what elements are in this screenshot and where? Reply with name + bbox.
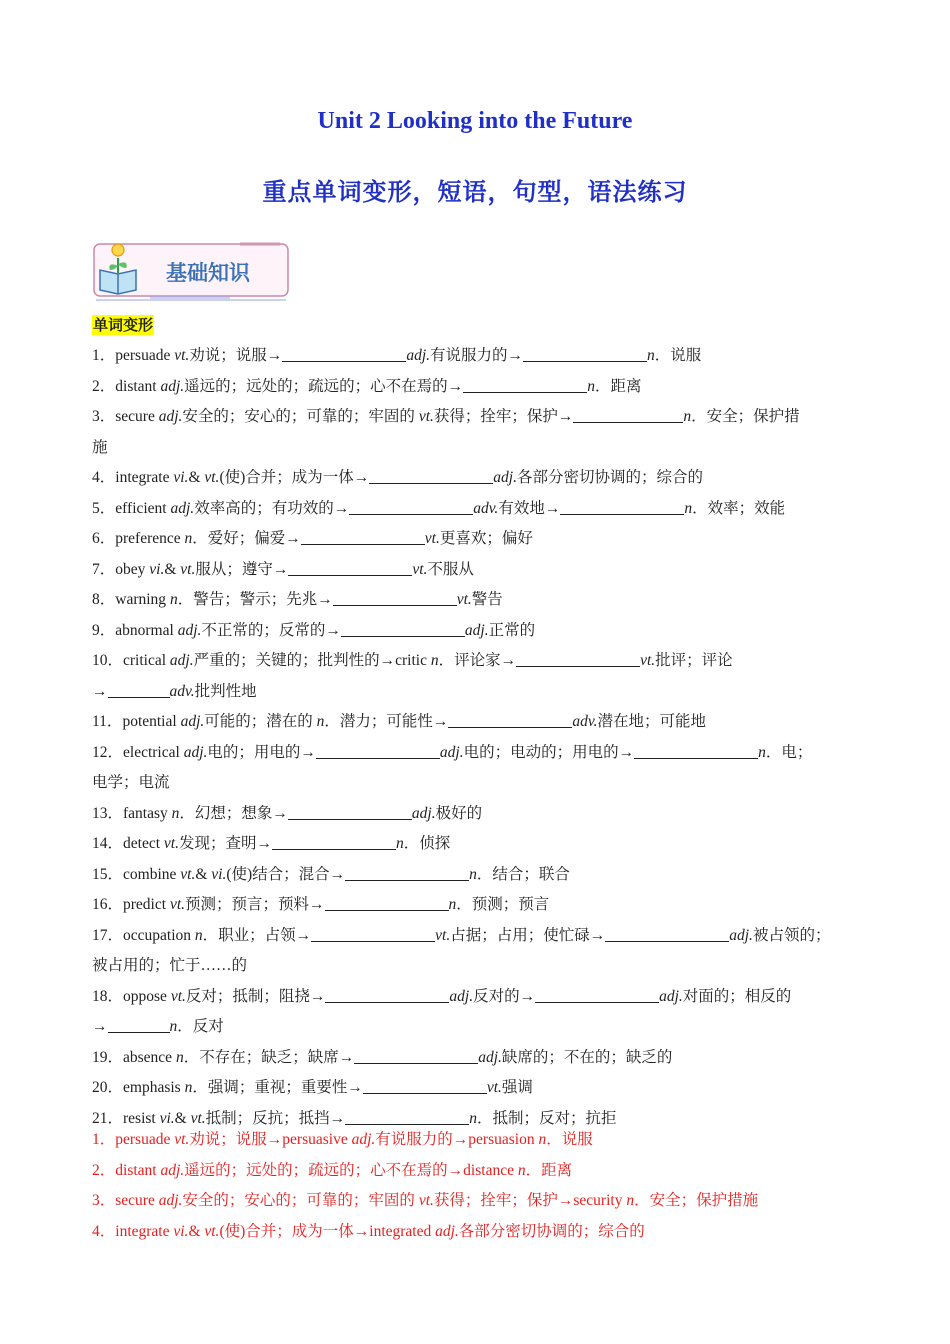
exercise-list: [92, 341, 872, 1134]
answer-item: 4．integrate vi.& vt.(使)合并；成为一体→integrated adj.各部分密切协调的；综合的: [92, 1222, 645, 1240]
answer-blank[interactable]: [341, 619, 465, 637]
answer-blank[interactable]: [325, 985, 449, 1003]
list-item: 17．occupation n．职业；占领→ vt.占据；占用；使忙碌→ adj.被占领的； 被占用的；忙于……的: [92, 921, 872, 982]
list-item: 16．predict vt.预测；预言；预料→ n．预测；预言: [92, 890, 872, 921]
answer-blank[interactable]: [282, 344, 406, 362]
list-item: 9．abnormal adj.不正常的；反常的→ adj.正常的: [92, 616, 872, 647]
answer-blank[interactable]: [288, 802, 412, 820]
answer-blank[interactable]: [333, 588, 457, 606]
list-item: 13．fantasy n．幻想；想象→ adj.极好的: [92, 799, 872, 830]
section-banner: [90, 238, 292, 304]
list-item: 10．critical adj.严重的；关键的；批判性的→critic n．评论家→ vt.批评；评论 → adv.批判性地: [92, 646, 872, 707]
answer-blank[interactable]: [108, 1015, 170, 1033]
list-item: 3．secure adj.安全的；安心的；可靠的；牢固的 vt.获得；拴牢；保护→ n．安全；保护措 施: [92, 402, 872, 463]
answer-blank[interactable]: [349, 497, 473, 515]
answer-item: 2．distant adj.遥远的；远处的；疏远的；心不在焉的→distance n．距离: [92, 1161, 573, 1179]
list-item: 12．electrical adj.电的；用电的→ adj.电的；电动的；用电的→ n．电； 电学；电流: [92, 738, 872, 799]
answer-blank[interactable]: [311, 924, 435, 942]
list-item: 11．potential adj.可能的；潜在的 n．潜力；可能性→ adv.潜在地；可能地: [92, 707, 872, 738]
answer-blank[interactable]: [573, 405, 683, 423]
answer-blank[interactable]: [605, 924, 729, 942]
list-item: 4．integrate vi.& vt.(使)合并；成为一体→ adj.各部分密切协调的；综合的: [92, 463, 872, 494]
list-item: 18．oppose vt.反对；抵制；阻挠→ adj.反对的→ adj.对面的；相反的 → n．反对: [92, 982, 872, 1043]
answer-blank[interactable]: [272, 832, 396, 850]
answer-item: 3．secure adj.安全的；安心的；可靠的；牢固的 vt.获得；拴牢；保护→security n．安全；保护措施: [92, 1192, 759, 1209]
list-item: 20．emphasis n．强调；重视；重要性→ vt.强调: [92, 1073, 872, 1104]
list-item: 21．resist vi.& vt.抵制；反抗；抵挡→ n．抵制；反对；抗拒: [92, 1104, 872, 1135]
answer-blank[interactable]: [316, 741, 440, 759]
page-subtitle: 重点单词变形，短语，句型，语法练习: [262, 178, 688, 206]
answer-item: 1．persuade vt.劝说；说服→persuasive adj.有说服力的→persuasion n．说服: [92, 1131, 593, 1148]
answer-blank[interactable]: [516, 649, 640, 667]
list-item: 2．distant adj.遥远的；远处的；疏远的；心不在焉的→ n．距离: [92, 372, 872, 403]
list-item: 14．detect vt.发现；查明→ n．侦探: [92, 829, 872, 860]
list-item: 8．warning n．警告；警示；先兆→ vt.警告: [92, 585, 872, 616]
banner-label: 基础知识: [166, 261, 250, 285]
answer-blank[interactable]: [288, 558, 412, 576]
list-item: 1．persuade vt.劝说；说服→ adj.有说服力的→ n．说服: [92, 341, 872, 372]
list-item: 5．efficient adj.效率高的；有功效的→ adv.有效地→ n．效率；效能: [92, 494, 872, 525]
answer-blank[interactable]: [463, 375, 587, 393]
answer-blank[interactable]: [325, 893, 449, 911]
list-item: 15．combine vt.& vi.(使)结合；混合→ n．结合；联合: [92, 860, 872, 891]
answer-blank[interactable]: [560, 497, 684, 515]
answer-blank[interactable]: [535, 985, 659, 1003]
answer-blank[interactable]: [354, 1046, 478, 1064]
page-title: Unit 2 Looking into the Future: [317, 108, 633, 134]
list-item: 6．preference n．爱好；偏爱→ vt.更喜欢；偏好: [92, 524, 872, 555]
answer-blank[interactable]: [369, 466, 493, 484]
answer-blank[interactable]: [363, 1076, 487, 1094]
list-item: 19．absence n．不存在；缺乏；缺席→ adj.缺席的；不在的；缺乏的: [92, 1043, 872, 1074]
list-item: 7．obey vi.& vt.服从；遵守→ vt.不服从: [92, 555, 872, 586]
section-label: 单词变形: [93, 316, 154, 334]
answer-blank[interactable]: [634, 741, 758, 759]
answer-blank[interactable]: [448, 710, 572, 728]
answer-blank[interactable]: [108, 680, 170, 698]
answer-key: [92, 1125, 872, 1247]
answer-blank[interactable]: [345, 1107, 469, 1125]
answer-blank[interactable]: [523, 344, 647, 362]
answer-blank[interactable]: [345, 863, 469, 881]
answer-blank[interactable]: [301, 527, 425, 545]
